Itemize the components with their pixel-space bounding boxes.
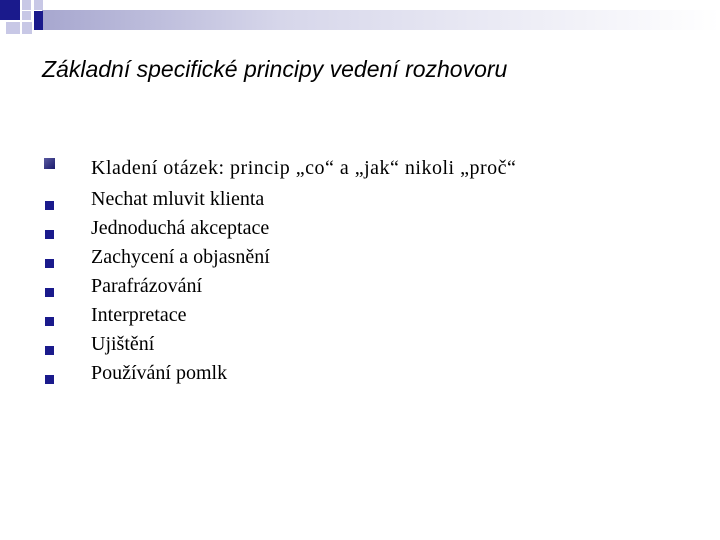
deco-square-light <box>22 0 31 10</box>
deco-square-light <box>34 0 43 10</box>
bullet-text: Používání pomlk <box>91 362 228 384</box>
square-bullet-icon <box>45 342 54 351</box>
square-bullet-icon <box>45 255 54 264</box>
square-bullet-icon <box>45 371 54 380</box>
list-item <box>0 214 720 243</box>
bullet-text: Nechat mluvit klienta <box>91 188 265 210</box>
square-bullet-icon <box>45 284 54 293</box>
list-item <box>0 330 720 359</box>
slide-title: Základní specifické principy vedení rozhovoru <box>42 56 508 82</box>
deco-square-light <box>6 22 20 34</box>
deco-square-light <box>22 22 32 34</box>
deco-square-light <box>22 11 31 20</box>
square-bullet-icon <box>44 156 55 167</box>
list-item <box>0 243 720 272</box>
square-bullet-icon <box>45 226 54 235</box>
deco-square-dark <box>0 0 20 20</box>
square-bullet-icon <box>45 313 54 322</box>
bullet-text: Jednoduchá akceptace <box>91 217 270 239</box>
bullet-text: Interpretace <box>91 304 187 326</box>
bullet-text: Zachycení a objasnění <box>91 246 270 268</box>
header-gradient-bar <box>42 10 720 30</box>
bullet-text: Kladení otázek: princip „co“ a „jak“ nikoli „proč“ <box>91 157 517 179</box>
deco-square-dark <box>34 11 43 30</box>
bullet-list <box>0 152 720 388</box>
list-item <box>0 301 720 330</box>
bullet-text: Parafrázování <box>91 275 203 297</box>
list-item <box>0 272 720 301</box>
list-item <box>0 152 720 185</box>
list-item <box>0 185 720 214</box>
list-item <box>0 359 720 388</box>
bullet-text: Ujištění <box>91 333 155 355</box>
square-bullet-icon <box>45 197 54 206</box>
decorative-header-squares <box>0 0 720 50</box>
